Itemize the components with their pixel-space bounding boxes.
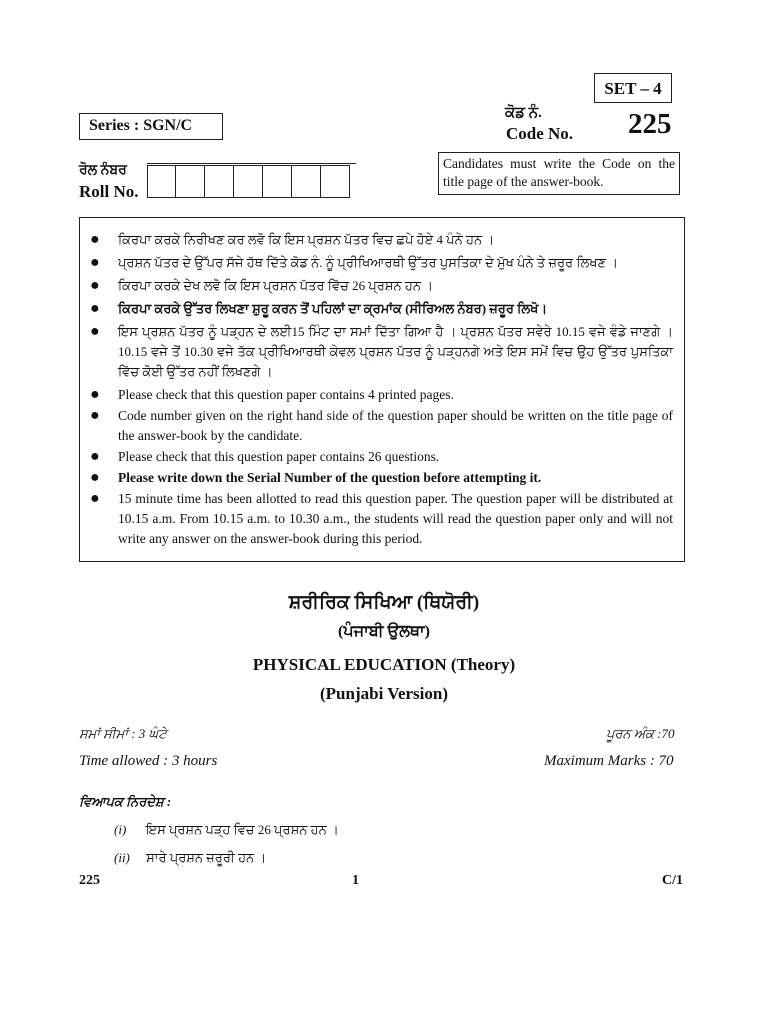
code-number: 225 (628, 108, 672, 140)
item-text: ਇਸ ਪ੍ਰਸ਼ਨ ਪੜ੍ਹ ਵਿਚ 26 ਪ੍ਰਸ਼ਨ ਹਨ । (145, 822, 339, 837)
bullet-icon: ● (90, 386, 100, 403)
code-note: Candidates must write the Code on the title page of the answer-book. (438, 152, 680, 195)
instruction-item (88, 253, 673, 273)
roll-cell[interactable] (176, 165, 205, 198)
roll-cell[interactable] (205, 165, 234, 198)
instruction-item (88, 322, 673, 382)
instruction-text: ਕਿਰਪਾ ਕਰਕੇ ਉੱਤਰ ਲਿਖਣਾ ਸ਼ੁਰੂ ਕਰਨ ਤੋਂ ਪਹਿਲਾਂ ਦਾ ਕ੍ਰਮਾਂਕ (ਸੀਰਿਅਲ ਨੰਬਰ) ਜ਼ਰੂਰ ਲਿਖੋ। (118, 301, 548, 316)
item-text: ਸਾਰੇ ਪ੍ਰਸ਼ਨ ਜ਼ਰੂਰੀ ਹਨ । (146, 850, 267, 865)
instruction-text: 15 minute time has been allotted to read this question paper. The question paper will be distributed at 10.15 a.m. From 10.15 a.m. to 10.30 a.m., the students will read the question paper only and will not write any answer on the answer-book during this period. (118, 491, 673, 546)
roll-label: Roll No. (79, 182, 139, 201)
instruction-text: ਪ੍ਰਸ਼ਨ ਪੱਤਰ ਦੇ ਉੱਪਰ ਸੱਜੇ ਹੱਥ ਦਿੱਤੇ ਕੋਡ ਨੰ. ਨੂੰ ਪ੍ਰੀਖਿਆਰਥੀ ਉੱਤਰ ਪੁਸਤਿਕਾ ਦੇ ਮੁੱਖ ਪੰਨੇ ਤੇ ਜ਼ਰੂਰ ਲਿਖਣ । (118, 255, 619, 270)
instruction-text: ਕਿਰਪਾ ਕਰਕੇ ਨਿਰੀਖਣ ਕਰ ਲਵੋ ਕਿ ਇਸ ਪ੍ਰਸ਼ਨ ਪੱਤਰ ਵਿਚ ਛਪੇ ਹੋਏ 4 ਪੰਨੇ ਹਨ । (118, 232, 495, 247)
series-label: Series : SGN/C (79, 113, 223, 140)
instruction-item (88, 489, 673, 549)
instruction-item (88, 406, 673, 446)
footer-code: 225 (79, 873, 100, 888)
title-version: (Punjabi Version) (320, 684, 448, 703)
title-english: PHYSICAL EDUCATION (Theory) (252, 655, 516, 674)
instruction-text: Please write down the Serial Number of the question before attempting it. (118, 470, 542, 485)
instruction-item (88, 299, 673, 319)
code-label: Code No. (506, 124, 574, 143)
roll-label-punjabi: ਰੋਲ ਨੰਬਰ (79, 163, 127, 178)
roll-cell[interactable] (263, 165, 292, 198)
bullet-icon: ● (90, 490, 100, 507)
bullet-icon: ● (90, 323, 100, 340)
code-label-punjabi: ਕੋਡ ਨੰ. (505, 105, 542, 121)
roll-number-grid[interactable] (147, 165, 350, 198)
page-number: 1 (352, 873, 359, 888)
bullet-icon: ● (90, 231, 100, 248)
instruction-text: ਇਸ ਪ੍ਰਸ਼ਨ ਪੱਤਰ ਨੂੰ ਪੜ੍ਹਨ ਦੇ ਲਈ15 ਮਿੰਟ ਦਾ ਸਮਾਂ ਦਿੱਤਾ ਗਿਆ ਹੈ । ਪ੍ਰਸ਼ਨ ਪੱਤਰ ਸਵੇਰੇ 10.15 ਵਜੇ ਵੰਡੇ ਜਾਣਗੇ । 10.15 ਵਜੇ ਤੋਂ 10.30 ਵਜੇ ਤੱਕ ਪ੍ਰੀਖਿਆਰਥੀ ਕੇਵਲ ਪ੍ਰਸ਼ਨ ਪੱਤਰ ਨੂੰ ਪੜ੍ਹਨਗੇ ਅਤੇ ਇਸ ਸਮੇਂ ਵਿਚ ਉਹ ਉੱਤਰ ਪੁਸਤਿਕਾ ਵਿੱਚ ਕੋਈ ਉੱਤਰ ਨਹੀਂ ਲਿਖਣਗੇ । (118, 324, 673, 379)
set-label: SET – 4 (594, 73, 672, 103)
time-allowed-punjabi: ਸਮਾਂ ਸੀਮਾਂ : 3 ਘੰਟੇ (79, 726, 167, 741)
instruction-text: Please check that this question paper contains 26 questions. (118, 449, 440, 464)
instructions-box (79, 217, 685, 562)
bullet-icon: ● (90, 300, 100, 317)
bullet-icon: ● (90, 254, 100, 271)
instruction-item (88, 230, 673, 250)
bullet-icon: ● (90, 448, 100, 465)
general-instruction-item (114, 822, 339, 838)
bullet-icon: ● (90, 277, 100, 294)
general-instruction-item (114, 850, 266, 866)
instruction-item (88, 447, 673, 467)
bullet-icon: ● (90, 407, 100, 424)
max-marks: Maximum Marks : 70 (544, 753, 674, 769)
instructions-list (88, 230, 673, 549)
instruction-item (88, 468, 673, 488)
roll-cell[interactable] (147, 165, 176, 198)
max-marks-punjabi: ਪੂਰਨ ਅੰਕ :70 (606, 726, 675, 741)
title-punjabi: ਸ਼ਰੀਰਿਕ ਸਿਖਿਆ (ਥਿਯੋਰੀ) (288, 592, 480, 613)
item-number: (i) (114, 822, 127, 837)
instruction-text: Please check that this question paper contains 4 printed pages. (118, 387, 454, 402)
general-instructions-heading: ਵਿਆਪਕ ਨਿਰਦੇਸ਼ : (79, 794, 172, 809)
roll-cell[interactable] (321, 165, 350, 198)
instruction-item (88, 385, 673, 405)
roll-line (147, 163, 356, 164)
roll-cell[interactable] (292, 165, 321, 198)
item-number: (ii) (114, 850, 130, 865)
instruction-item (88, 276, 673, 296)
instruction-text: ਕਿਰਪਾ ਕਰਕੇ ਦੇਖ ਲਵੋ ਕਿ ਇਸ ਪ੍ਰਸ਼ਨ ਪੱਤਰ ਵਿੱਚ 26 ਪ੍ਰਸ਼ਨ ਹਨ । (118, 278, 433, 293)
time-allowed: Time allowed : 3 hours (79, 753, 218, 769)
bullet-icon: ● (90, 469, 100, 486)
title-punjabi-version: (ਪੰਜਾਬੀ ਉਲਥਾ) (338, 623, 430, 640)
footer-series: C/1 (662, 873, 683, 888)
instruction-text: Code number given on the right hand side of the question paper should be written on the title page of the answer-book by the candidate. (118, 408, 673, 443)
roll-cell[interactable] (234, 165, 263, 198)
